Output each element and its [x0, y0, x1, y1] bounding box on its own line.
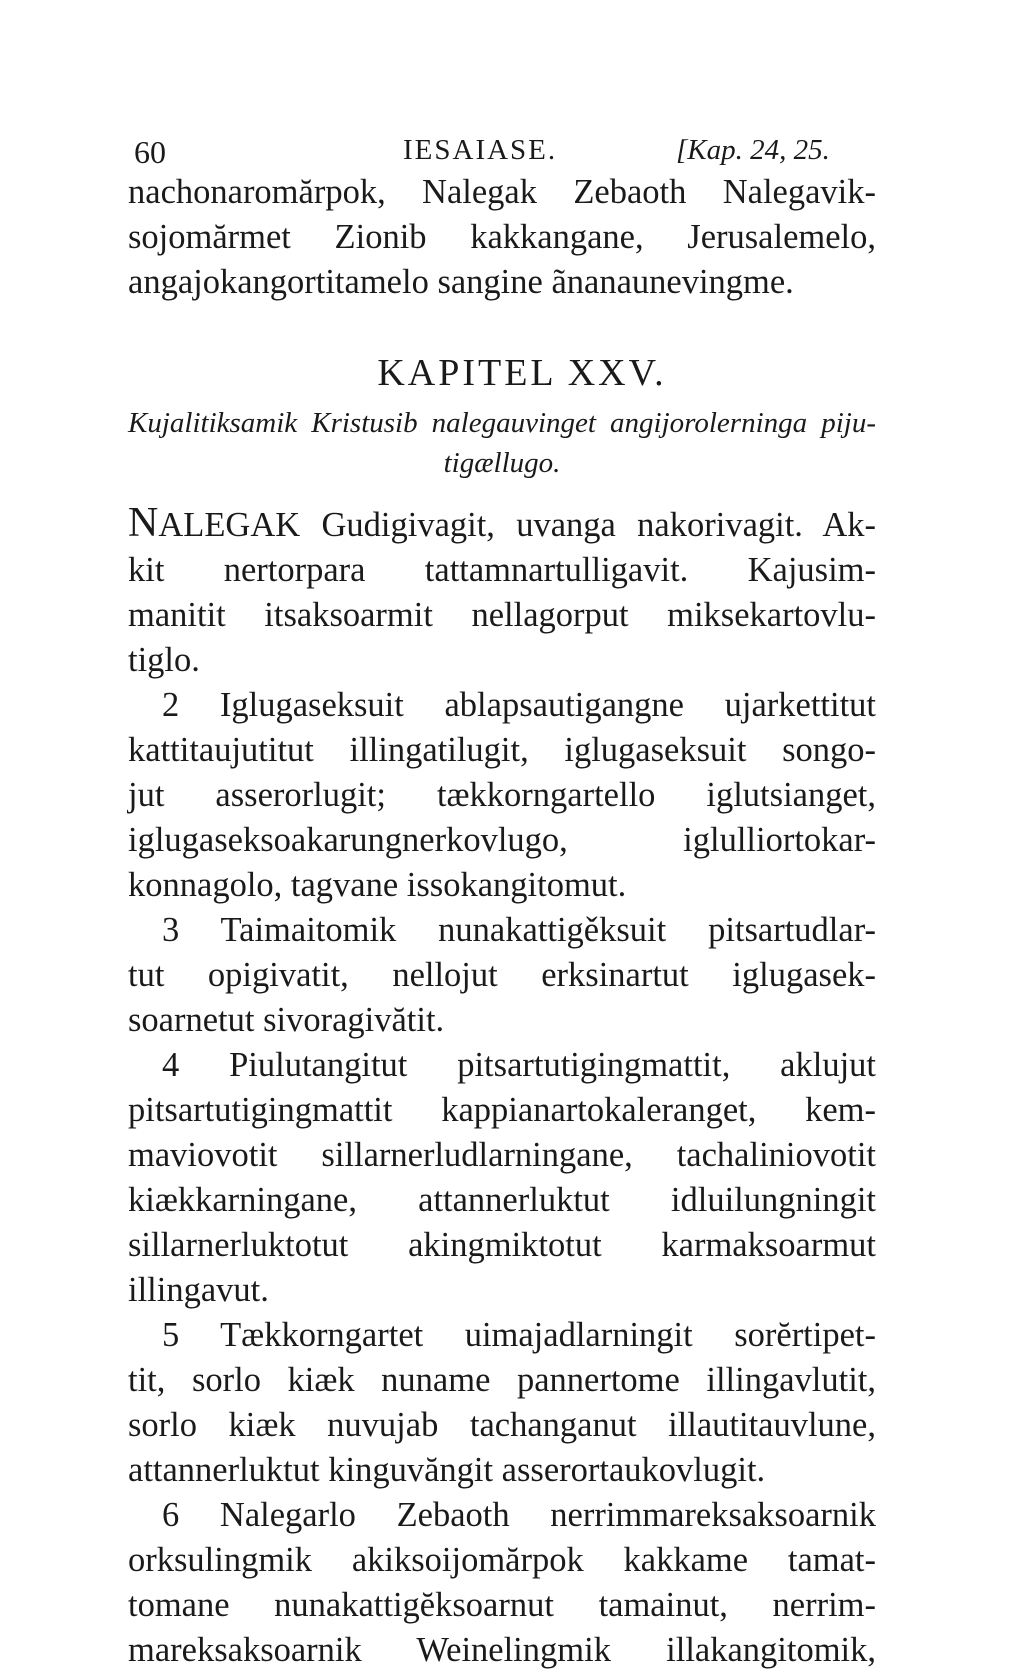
chapter-reference: [Kap. 24, 25. — [676, 134, 830, 166]
intro-paragraph — [128, 170, 876, 305]
chapter-summary — [128, 403, 876, 483]
page-number: 60 — [134, 134, 166, 170]
summary-line: Kujalitiksamik Kristusib nalegauvinget angijorolerninga piju- — [128, 407, 876, 439]
verse-1 — [128, 501, 876, 683]
text-line: kit nertorpara tattamnartulligavit. Kajusim- — [128, 551, 876, 589]
text-line: 5 Tækkorngartet uimajadlarningit sorĕrtipet- — [162, 1316, 876, 1354]
text-line: sillarnerluktotut akingmiktotut karmaksoarmut — [128, 1226, 876, 1264]
drop-letter: N — [128, 500, 159, 546]
small-caps-word: ALEGAK — [158, 506, 301, 544]
text-line: kattitaujutitut illingatilugit, iglugaseksuit songo- — [128, 731, 876, 769]
text-line: maviovotit sillarnerludlarningane, tachaliniovotit — [128, 1136, 876, 1174]
text-line: 3 Taimaitomik nunakattigěksuit pitsartudlar- — [162, 911, 876, 949]
text-line: 2 Iglugaseksuit ablapsautigangne ujarkettitut — [162, 686, 876, 724]
text-line: soarnetut sivoragivătit. — [128, 1001, 445, 1039]
text-line: pitsartutigingmattit kappianartokaleranget, kem- — [128, 1091, 876, 1129]
text-line: iglugaseksoakarungnerkovlugo, iglulliortokar- — [128, 821, 876, 859]
running-head — [128, 120, 876, 170]
text-line: 4 Piulutangitut pitsartutigingmattit, aklujut — [162, 1046, 876, 1084]
text-line: tomane nunakattigĕksoarnut tamainut, nerrim- — [128, 1586, 876, 1624]
verse-5 — [128, 1313, 876, 1493]
summary-line: tigællugo. — [443, 447, 561, 479]
book-title: IESAIASE. — [403, 134, 558, 166]
verse-6 — [128, 1493, 876, 1673]
text-line: nachonaromărpok, Nalegak Zebaoth Nalegavik- — [128, 173, 876, 211]
text-line: konnagolo, tagvane issokangitomut. — [128, 866, 627, 904]
chapter-title: KAPITEL XXV. — [377, 352, 667, 394]
verse-2 — [128, 683, 876, 908]
text-line — [128, 501, 876, 548]
text-line: illingavut. — [128, 1271, 269, 1309]
page — [128, 120, 876, 1673]
text-line: manitit itsaksoarmit nellagorput miksekartovlu- — [128, 596, 876, 634]
text-line: mareksaksoarnik Weinelingmik illakangitomik, — [128, 1631, 876, 1669]
text-line: tiglo. — [128, 641, 200, 679]
line-text: Gudigivagit, uvanga nakorivagit. Ak- — [321, 506, 876, 544]
text-line: angajokangortitamelo sangine ãnanaunevingme. — [128, 263, 794, 301]
text-line: 6 Nalegarlo Zebaoth nerrimmareksaksoarnik — [162, 1496, 876, 1534]
text-line: sojomărmet Zionib kakkangane, Jerusalemelo, — [128, 218, 876, 256]
verse-4 — [128, 1043, 876, 1313]
text-line: tit, sorlo kiæk nuname pannertome illingavlutit, — [128, 1361, 876, 1399]
text-line: sorlo kiæk nuvujab tachanganut illautitauvlune, — [128, 1406, 876, 1444]
text-line: attannerluktut kinguvăngit asserortaukovlugit. — [128, 1451, 766, 1489]
text-line: kiækkarningane, attannerluktut idluilungningit — [128, 1181, 876, 1219]
text-line: tut opigivatit, nellojut erksinartut iglugasek- — [128, 956, 876, 994]
text-line: jut asserorlugit; tækkorngartello iglutsianget, — [128, 776, 876, 814]
text-line: orksulingmik akiksoijomărpok kakkame tamat- — [128, 1541, 876, 1579]
verse-3 — [128, 908, 876, 1043]
